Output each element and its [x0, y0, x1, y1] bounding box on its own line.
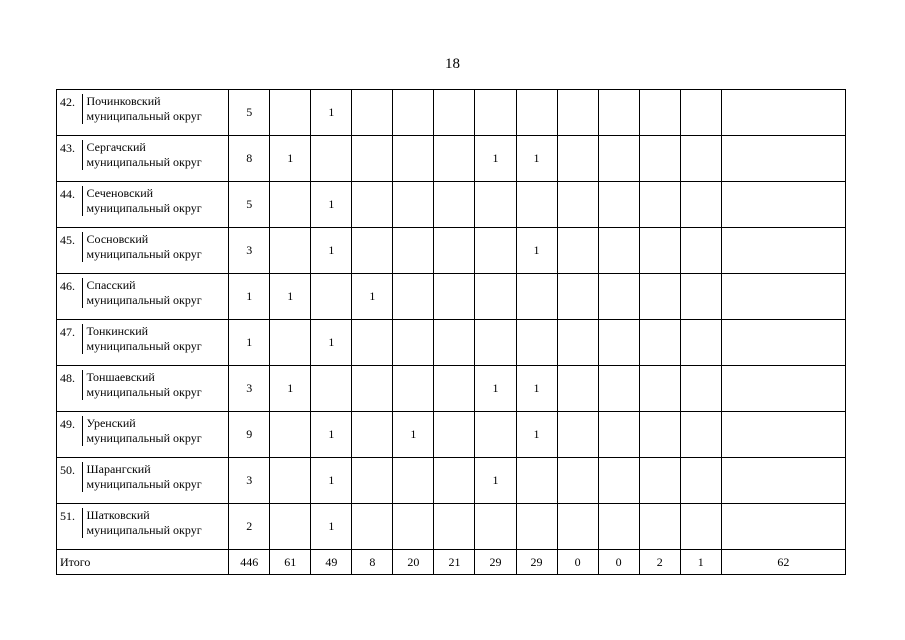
district-name-line2: муниципальный округ: [86, 523, 202, 537]
value-cell: [721, 228, 845, 274]
total-value-cell: 29: [516, 550, 557, 575]
value-cell: [721, 90, 845, 136]
total-value-cell: 2: [639, 550, 680, 575]
value-cell: [680, 320, 721, 366]
value-cell: [557, 136, 598, 182]
value-cell: [475, 412, 516, 458]
value-cell: [516, 90, 557, 136]
value-cell: [475, 182, 516, 228]
table-row: [57, 320, 846, 366]
value-cell: [516, 182, 557, 228]
value-cell: [557, 504, 598, 550]
value-cell: [270, 412, 311, 458]
value-cell: 1: [352, 274, 393, 320]
table-row: [57, 136, 846, 182]
value-cell: [680, 458, 721, 504]
district-name-cell: [78, 412, 229, 458]
value-cell: 1: [311, 90, 352, 136]
table-row: [57, 366, 846, 412]
total-label: Итого: [57, 550, 229, 575]
value-cell: [721, 136, 845, 182]
district-name-line1: Тоншаевский: [86, 370, 155, 384]
value-cell: 1: [311, 182, 352, 228]
value-cell: [721, 274, 845, 320]
value-cell: [721, 320, 845, 366]
total-value-cell: 49: [311, 550, 352, 575]
value-cell: [352, 320, 393, 366]
district-name-line2: муниципальный округ: [86, 431, 202, 445]
value-cell: [434, 320, 475, 366]
value-cell: [352, 182, 393, 228]
value-cell: [680, 90, 721, 136]
row-number: 46.: [57, 274, 78, 320]
district-name-line2: муниципальный округ: [86, 201, 202, 215]
row-number: 45.: [57, 228, 78, 274]
page-number: 18: [445, 56, 460, 72]
district-name-cell: [78, 90, 229, 136]
row-number: 49.: [57, 412, 78, 458]
district-name-cell: [78, 366, 229, 412]
value-cell: 3: [229, 228, 270, 274]
total-row: [57, 550, 846, 575]
value-cell: [598, 412, 639, 458]
value-cell: [680, 228, 721, 274]
value-cell: 1: [475, 458, 516, 504]
value-cell: [434, 458, 475, 504]
district-name: [82, 232, 229, 262]
value-cell: [557, 274, 598, 320]
value-cell: 3: [229, 366, 270, 412]
value-cell: [434, 412, 475, 458]
district-name-line2: муниципальный округ: [86, 247, 202, 261]
value-cell: [270, 320, 311, 366]
value-cell: [598, 458, 639, 504]
district-name-line2: муниципальный округ: [86, 339, 202, 353]
value-cell: [721, 412, 845, 458]
value-cell: 1: [475, 366, 516, 412]
value-cell: [516, 274, 557, 320]
value-cell: [680, 504, 721, 550]
value-cell: [680, 366, 721, 412]
value-cell: [434, 90, 475, 136]
value-cell: [434, 182, 475, 228]
value-cell: [434, 136, 475, 182]
value-cell: 1: [311, 458, 352, 504]
value-cell: [557, 90, 598, 136]
district-name-cell: [78, 504, 229, 550]
district-name-cell: [78, 182, 229, 228]
value-cell: [639, 504, 680, 550]
value-cell: [516, 458, 557, 504]
district-name: [82, 186, 229, 216]
value-cell: [270, 90, 311, 136]
value-cell: [639, 412, 680, 458]
value-cell: [557, 412, 598, 458]
total-value-cell: 62: [721, 550, 845, 575]
value-cell: 5: [229, 90, 270, 136]
value-cell: [598, 504, 639, 550]
table-row: [57, 274, 846, 320]
row-number: 43.: [57, 136, 78, 182]
value-cell: [475, 228, 516, 274]
district-name-line1: Сосновский: [86, 232, 149, 246]
district-name-cell: [78, 458, 229, 504]
value-cell: [721, 458, 845, 504]
value-cell: [434, 366, 475, 412]
district-name-line1: Сеченовский: [86, 186, 154, 200]
table-row: [57, 504, 846, 550]
value-cell: [393, 320, 434, 366]
row-number: 47.: [57, 320, 78, 366]
district-name-line1: Спасский: [86, 278, 136, 292]
value-cell: [475, 320, 516, 366]
value-cell: 1: [516, 366, 557, 412]
value-cell: [270, 458, 311, 504]
value-cell: [598, 320, 639, 366]
value-cell: [475, 90, 516, 136]
value-cell: [557, 228, 598, 274]
row-number: 42.: [57, 90, 78, 136]
district-name: [82, 416, 229, 446]
value-cell: 1: [516, 228, 557, 274]
district-name-line2: муниципальный округ: [86, 155, 202, 169]
value-cell: [557, 182, 598, 228]
value-cell: 1: [229, 320, 270, 366]
value-cell: [639, 90, 680, 136]
value-cell: [352, 366, 393, 412]
value-cell: [475, 504, 516, 550]
value-cell: [639, 182, 680, 228]
value-cell: 1: [270, 136, 311, 182]
district-name-line1: Починковский: [86, 94, 161, 108]
value-cell: [393, 90, 434, 136]
value-cell: [680, 136, 721, 182]
value-cell: [639, 274, 680, 320]
value-cell: [270, 504, 311, 550]
district-name-cell: [78, 228, 229, 274]
value-cell: 1: [229, 274, 270, 320]
value-cell: [598, 228, 639, 274]
row-number: 50.: [57, 458, 78, 504]
district-name-line2: муниципальный округ: [86, 293, 202, 307]
value-cell: [352, 458, 393, 504]
district-name-line1: Шарангский: [86, 462, 151, 476]
value-cell: 1: [516, 412, 557, 458]
table-row: [57, 412, 846, 458]
total-value-cell: 0: [598, 550, 639, 575]
value-cell: [598, 366, 639, 412]
value-cell: 1: [516, 136, 557, 182]
value-cell: 1: [270, 274, 311, 320]
table-body: [57, 90, 846, 575]
value-cell: [352, 90, 393, 136]
value-cell: [352, 228, 393, 274]
total-value-cell: 0: [557, 550, 598, 575]
district-name-line1: Тонкинский: [86, 324, 149, 338]
value-cell: [721, 182, 845, 228]
value-cell: [639, 228, 680, 274]
total-value-cell: 20: [393, 550, 434, 575]
district-name-line1: Шатковский: [86, 508, 150, 522]
value-cell: [311, 366, 352, 412]
value-cell: [680, 182, 721, 228]
value-cell: [721, 366, 845, 412]
row-number: 48.: [57, 366, 78, 412]
value-cell: [639, 458, 680, 504]
row-number: 44.: [57, 182, 78, 228]
district-name-line1: Сергачский: [86, 140, 146, 154]
district-name-line1: Уренский: [86, 416, 136, 430]
value-cell: [393, 182, 434, 228]
value-cell: [639, 320, 680, 366]
value-cell: [393, 458, 434, 504]
table-row: [57, 458, 846, 504]
value-cell: 1: [311, 228, 352, 274]
value-cell: [270, 228, 311, 274]
value-cell: [557, 458, 598, 504]
district-name: [82, 462, 229, 492]
value-cell: 1: [475, 136, 516, 182]
value-cell: [598, 182, 639, 228]
value-cell: [598, 90, 639, 136]
value-cell: 5: [229, 182, 270, 228]
value-cell: 8: [229, 136, 270, 182]
value-cell: [352, 412, 393, 458]
district-name: [82, 508, 229, 538]
value-cell: [352, 504, 393, 550]
value-cell: [393, 136, 434, 182]
value-cell: [516, 320, 557, 366]
district-name: [82, 94, 229, 124]
value-cell: [270, 182, 311, 228]
district-name-line2: муниципальный округ: [86, 385, 202, 399]
district-name-cell: [78, 320, 229, 366]
table-row: [57, 182, 846, 228]
value-cell: [393, 274, 434, 320]
value-cell: [721, 504, 845, 550]
total-value-cell: 21: [434, 550, 475, 575]
value-cell: 1: [393, 412, 434, 458]
district-name-line2: муниципальный округ: [86, 477, 202, 491]
value-cell: 2: [229, 504, 270, 550]
table-row: [57, 90, 846, 136]
total-value-cell: 1: [680, 550, 721, 575]
value-cell: [311, 274, 352, 320]
value-cell: [639, 366, 680, 412]
total-value-cell: 8: [352, 550, 393, 575]
value-cell: [434, 274, 475, 320]
total-value-cell: 61: [270, 550, 311, 575]
value-cell: [475, 274, 516, 320]
value-cell: [393, 504, 434, 550]
value-cell: [434, 228, 475, 274]
district-name-line2: муниципальный округ: [86, 109, 202, 123]
value-cell: [598, 136, 639, 182]
value-cell: [598, 274, 639, 320]
district-name: [82, 370, 229, 400]
value-cell: [393, 228, 434, 274]
value-cell: 3: [229, 458, 270, 504]
district-name: [82, 324, 229, 354]
value-cell: 1: [311, 320, 352, 366]
statistics-table: [56, 89, 846, 575]
value-cell: [639, 136, 680, 182]
value-cell: 1: [311, 412, 352, 458]
value-cell: 1: [311, 504, 352, 550]
total-value-cell: 446: [229, 550, 270, 575]
total-value-cell: 29: [475, 550, 516, 575]
row-number: 51.: [57, 504, 78, 550]
value-cell: [516, 504, 557, 550]
district-name: [82, 278, 229, 308]
value-cell: 1: [270, 366, 311, 412]
value-cell: [434, 504, 475, 550]
value-cell: [680, 412, 721, 458]
value-cell: [557, 366, 598, 412]
district-name-cell: [78, 274, 229, 320]
value-cell: [557, 320, 598, 366]
table-row: [57, 228, 846, 274]
district-name-cell: [78, 136, 229, 182]
value-cell: [393, 366, 434, 412]
value-cell: [352, 136, 393, 182]
value-cell: 9: [229, 412, 270, 458]
value-cell: [311, 136, 352, 182]
value-cell: [680, 274, 721, 320]
district-name: [82, 140, 229, 170]
